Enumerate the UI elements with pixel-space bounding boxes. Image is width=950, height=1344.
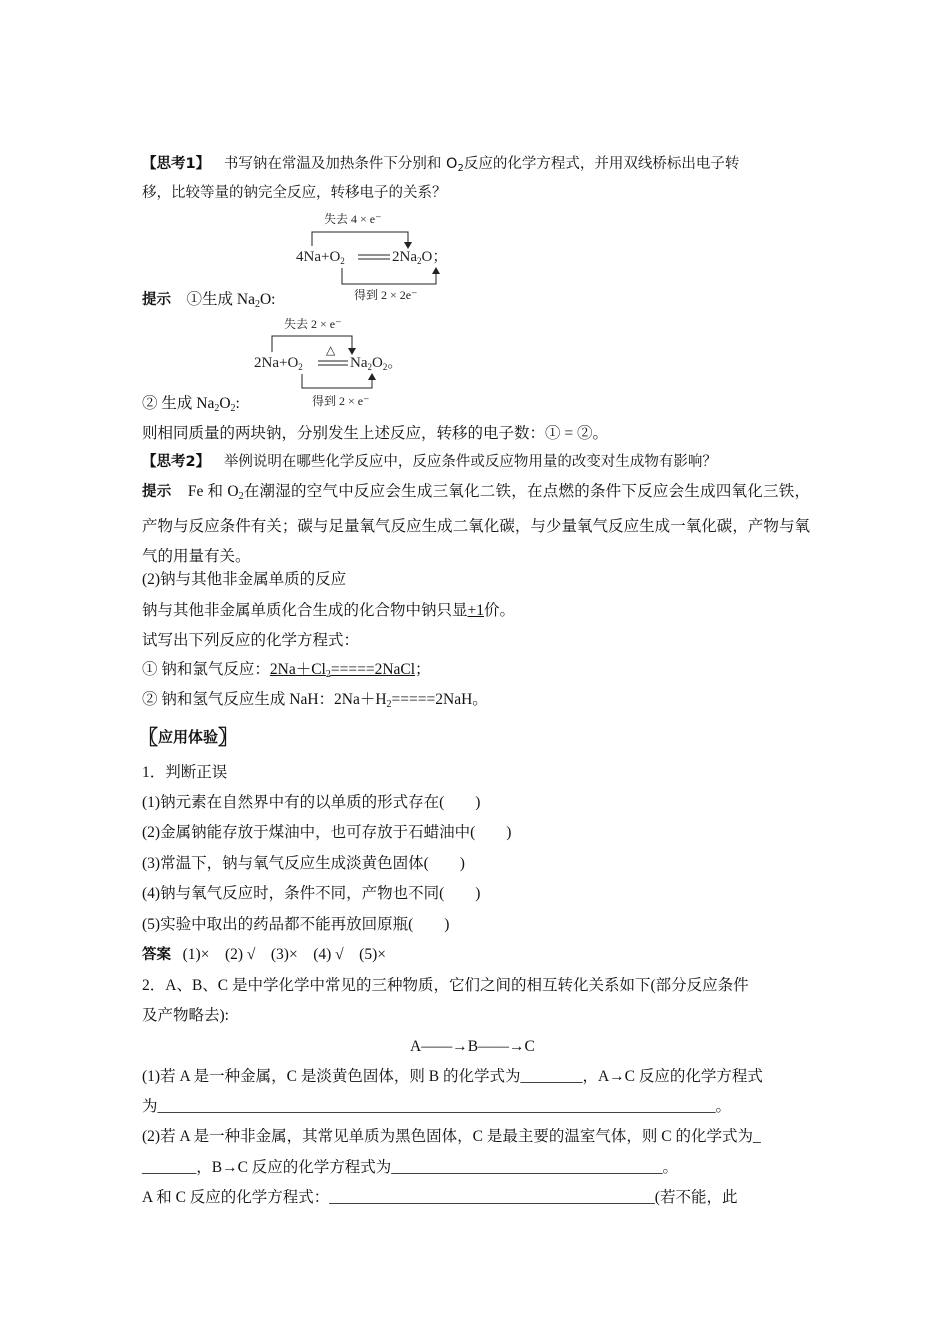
hint1	[142, 290, 275, 315]
subscript: 2	[238, 491, 244, 502]
eq1-lose-label: 失去 4 × e⁻	[324, 212, 382, 226]
answer-text: (1)× (2) √ (3)× (4) √ (5)×	[182, 946, 386, 963]
bracket-right-icon: 〗	[218, 725, 239, 749]
bracket-left-icon: 〖	[138, 725, 158, 749]
subscript: 2	[214, 403, 220, 414]
think1-tag: 【思考1】	[142, 156, 211, 172]
q2-part2b: _______，B→C 反应的化学方程式为___________________________________。	[142, 1159, 679, 1176]
valence-pre: 钠与其他非金属单质化合生成的化合物中钠只显	[142, 602, 468, 619]
q1-item: (4)钠与氧气反应时，条件不同，产物也不同( )	[142, 885, 481, 902]
subscript: 2	[457, 163, 464, 174]
eq2-gain-label: 得到 2 × e⁻	[312, 394, 370, 408]
valence-line	[142, 601, 515, 621]
hint3-text: 在潮湿的空气中反应会生成三氧化二铁，在点燃的条件下反应会生成四氧化三铁，产物与反应条件有关；碳与足量氧气反应生成二氧化碳，与少量氧气反应生成一氧化碳，产物与氧气的用量有关。	[142, 483, 810, 565]
hint2-text: ② 生成 Na	[142, 395, 215, 412]
hint3-tag: 提示	[142, 484, 172, 500]
q1-item: (2)金属钠能存放于煤油中，也可存放于石蜡油中( )	[142, 824, 512, 841]
subscript: 2	[386, 699, 392, 710]
q1-item: (5)实验中取出的药品都不能再放回原瓶( )	[142, 916, 450, 933]
eq2-lose-label: 失去 2 × e⁻	[284, 317, 342, 331]
q2-line2: 及产物略去):	[142, 1007, 229, 1024]
answer-line	[142, 945, 386, 965]
prompt: 试写出下列反应的化学方程式：	[142, 632, 360, 649]
q1-item: (3)常温下，钠与氧气反应生成淡黄色固体( )	[142, 855, 465, 872]
q2-part3: A 和 C 反应的化学方程式：__________________________________________(若不能，此	[142, 1189, 738, 1206]
reaction2-label: ② 钠和氢气反应生成 NaH：2Na＋H	[142, 691, 387, 708]
think2	[142, 452, 717, 472]
q2-part1a: (1)若 A 是一种金属，C 是淡黄色固体，则 B 的化学式为________，A→C 反应的化学方程式	[142, 1068, 763, 1085]
hint2-mid: O	[219, 395, 231, 412]
q1-title: 1．判断正误	[142, 764, 228, 781]
reaction1-equation: $2Na+Cl_2=====2NaCl$	[269, 661, 416, 680]
valence-post: 价。	[484, 602, 516, 619]
q2-part2a: (2)若 A 是一种非金属，其常见单质为黑色固体，C 是最主要的温室气体，则 C 的化学式为_	[142, 1128, 761, 1145]
equation2-double-bridge	[250, 314, 430, 410]
hint3-pre: Fe 和 O	[187, 483, 239, 500]
equation1-double-bridge	[290, 208, 470, 304]
chain: A——→B——→C	[410, 1038, 535, 1055]
eq2-rhs: $Na_2O_2$。	[350, 355, 403, 372]
reaction2-equation: =====2NaH。	[391, 691, 488, 708]
think2-text: 举例说明在哪些化学反应中，反应条件或反应物用量的改变对生成物有影响？	[223, 454, 717, 470]
conclusion: 则相同质量的两块钠，分别发生上述反应，转移的电子数：① = ②。	[142, 425, 608, 442]
q2-line1: 2．A、B、C 是中学化学中常见的三种物质，它们之间的相互转化关系如下(部分反应条件	[142, 977, 749, 994]
think1-text-tail: 反应的化学方程式，并用双线桥标出电子转	[463, 156, 740, 172]
reaction1	[142, 660, 431, 685]
hint2-tail: :	[235, 395, 240, 412]
subscript: 2	[254, 299, 260, 310]
q1-item: (1)钠元素在自然界中有的以单质的形式存在( )	[142, 794, 481, 811]
eq1-rhs: $2Na_2O$；	[392, 249, 448, 266]
valence-value: +1	[467, 602, 485, 619]
think1-line1	[142, 154, 739, 179]
think1-line2: 移，比较等量的钠完全反应，转移电子的关系？	[142, 185, 447, 201]
subscript: 2	[230, 403, 236, 414]
reaction1-label: ① 钠和氯气反应：	[142, 661, 270, 678]
reaction2	[142, 690, 488, 715]
eq2-lhs: $2Na+O_2$	[254, 355, 303, 372]
section2-title: (2)钠与其他非金属单质的反应	[142, 571, 347, 588]
apply-heading-text: 应用体验	[158, 728, 219, 746]
eq1-lhs: $4Na+O_2$	[296, 249, 345, 266]
hint3	[142, 477, 810, 572]
hint1-tag: 提示	[142, 292, 171, 308]
eq1-gain-label: 得到 2 × 2e⁻	[354, 288, 418, 302]
hint1-tail: O:	[259, 291, 276, 308]
think1-text: 书写钠在常温及加热条件下分别和 O	[223, 156, 458, 172]
hint1-text: ①生成 Na	[186, 291, 255, 308]
eq2-condition: △	[326, 343, 336, 357]
hint2	[142, 394, 240, 419]
answer-tag: 答案	[142, 947, 171, 963]
q2-part1b: 为________________________________________________________________________。	[142, 1098, 732, 1115]
reaction1-end: ；	[415, 661, 431, 678]
apply-heading	[138, 727, 238, 747]
think2-tag: 【思考2】	[142, 454, 211, 470]
